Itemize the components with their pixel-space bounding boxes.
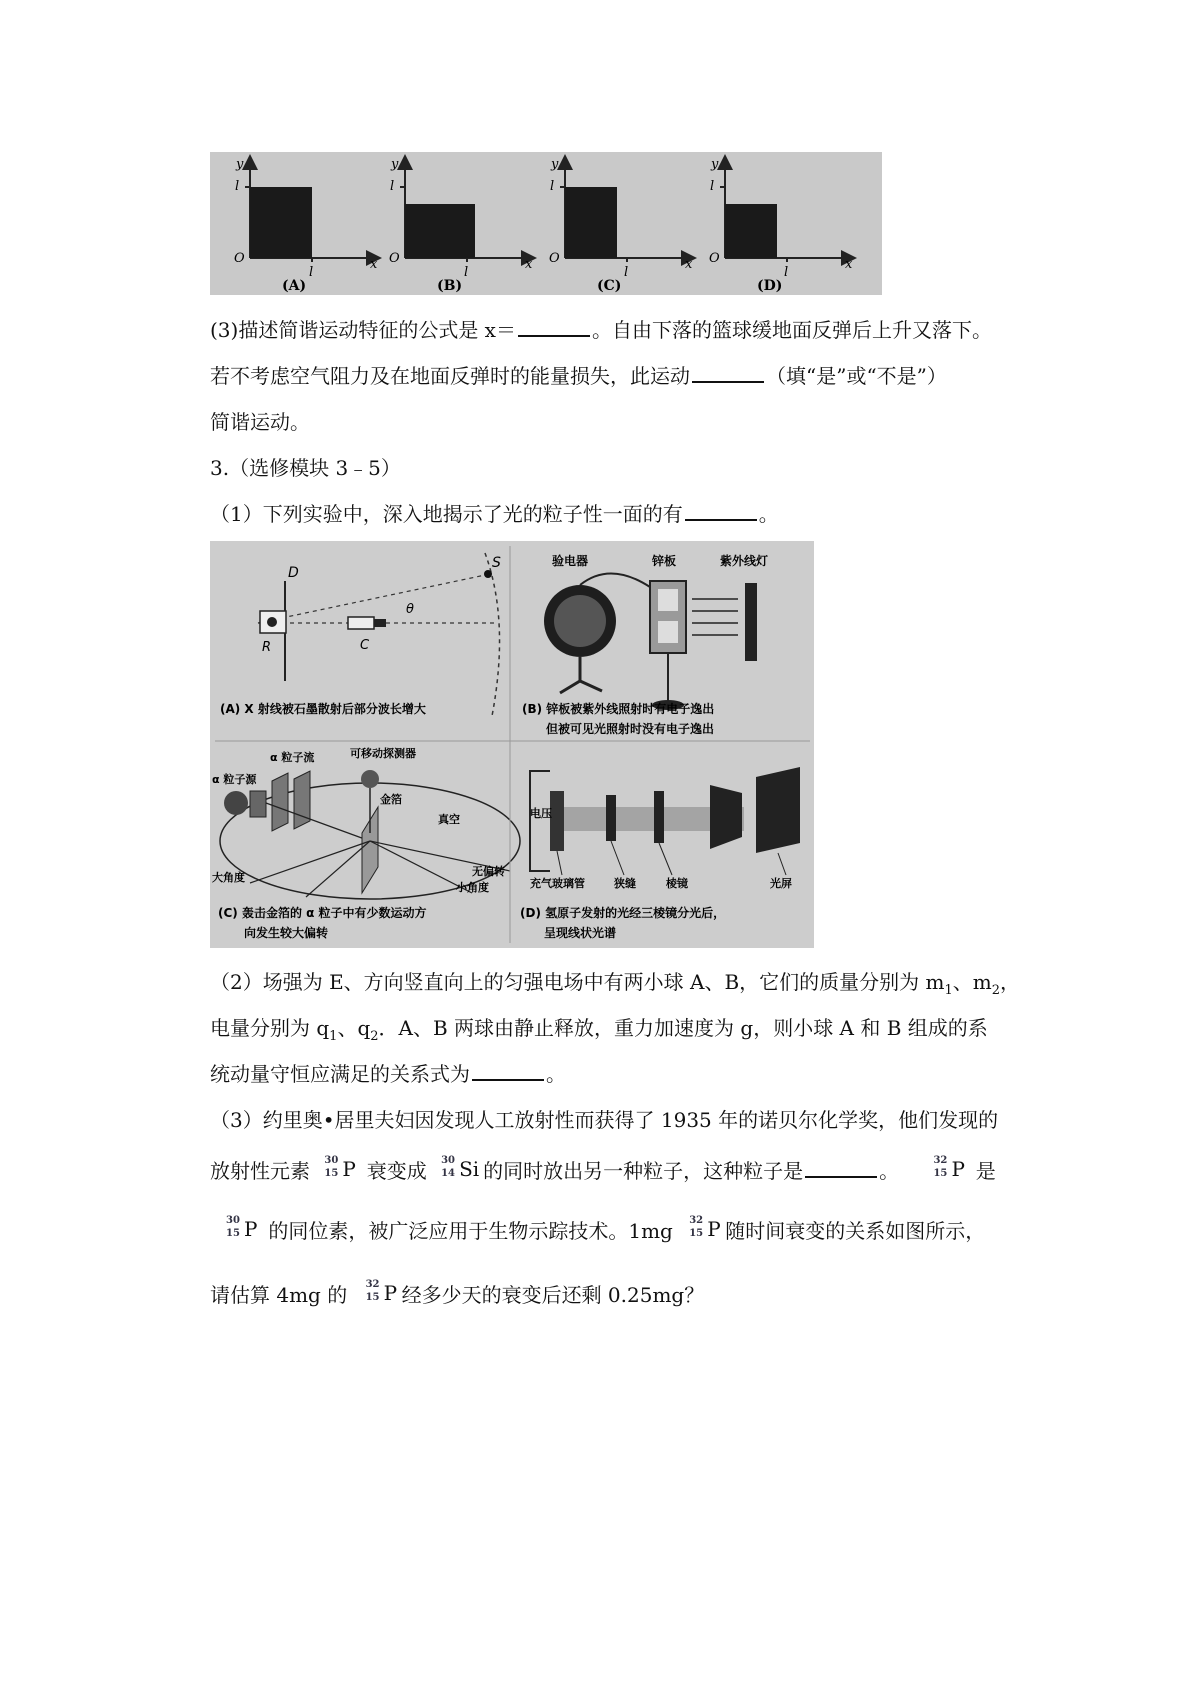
answer-blank-momentum[interactable] [472, 1061, 544, 1081]
nuclide-p32-b-z: 15 [689, 1228, 704, 1239]
experiment-b [522, 553, 768, 736]
nuclide-si30 [441, 1156, 481, 1182]
nuclide-p30-b-symbol: P [244, 1217, 258, 1241]
nuclide-p30-b-mass: 30 [226, 1215, 240, 1226]
graph-c-l-x: l [624, 265, 629, 280]
graph-b-l-y: l [390, 179, 395, 194]
nuclide-si30-mass: 30 [441, 1155, 455, 1166]
experiment-a [220, 553, 501, 716]
q3-2-l2-sub1: 1 [329, 1029, 338, 1044]
nuclide-p32-c-mass: 32 [365, 1279, 380, 1290]
q3-2-l2-c: ．A、B 两球由静止释放，重力加速度为 g，则小球 A 和 B 组成的系 [378, 1016, 988, 1040]
q3-2-l1-sub2: 2 [991, 983, 1001, 998]
q3-2-l2-b: 、q [337, 1016, 371, 1040]
nuclide-p32-c [366, 1280, 400, 1306]
graph-d-x-label: x [845, 257, 853, 272]
q3-2-l1-sub1: 1 [944, 983, 953, 998]
nuclide-p32-c-symbol: P [383, 1281, 398, 1305]
graph-a [234, 157, 378, 294]
graph-d-y-label: y [711, 157, 719, 172]
graph-options-figure [210, 152, 882, 295]
graph-d-origin: O [709, 251, 720, 266]
nuclide-p32-mass: 32 [933, 1155, 948, 1166]
graph-a-l-y: l [235, 179, 240, 194]
graph-c-y-label: y [551, 157, 559, 172]
q3-3-l3-a: 的同位素，被广泛应用于生物示踪技术。1mg [268, 1219, 673, 1243]
graph-b-bar [405, 204, 475, 258]
q3-3-line3 [226, 1216, 985, 1245]
graph-a-caption: (A) [282, 278, 307, 294]
graph-b-y-label: y [391, 157, 399, 172]
exp-a-label-r: R [262, 640, 272, 655]
exp-d-label-prism: 棱镜 [666, 877, 688, 890]
q3-3-line2 [210, 1156, 996, 1185]
nuclide-p32-z: 15 [933, 1168, 948, 1179]
graph-c-caption: (C) [597, 278, 622, 294]
exp-a-label-s: S [492, 555, 501, 571]
graph-b [389, 157, 533, 294]
experiment-c [212, 746, 520, 940]
q3-3-l2-a: 放射性元素 [210, 1159, 310, 1183]
experiments-figure [210, 541, 814, 948]
graph-d-bar [725, 204, 777, 258]
q3-3-l4-a: 请估算 4mg 的 [210, 1283, 348, 1307]
q3-2-line3 [210, 1060, 566, 1088]
nuclide-p32-a [933, 1156, 967, 1182]
exp-a-label-d: D [288, 565, 299, 581]
nuclide-si30-z: 14 [441, 1168, 455, 1179]
q3-title: 3.（选修模块 3﹣5） [210, 456, 401, 480]
graph-a-x-label: x [370, 257, 378, 272]
exp-c-label-source: α 粒子源 [212, 773, 257, 786]
nuclide-p30-symbol: P [342, 1157, 356, 1181]
exp-c-caption-1: (C) 轰击金箔的 α 粒子中有少数运动方 [218, 906, 427, 920]
q3-2-line1 [210, 968, 1020, 1005]
graph-c-bar [565, 187, 617, 258]
exp-b-caption-1: (B) 锌板被紫外线照射时有电子逸出 [522, 702, 715, 716]
q2-3-line2-a: 若不考虑空气阻力及在地面反弹时的能量损失，此运动 [210, 364, 690, 388]
q2-3-line2-b: （填“是”或“不是”） [766, 364, 947, 388]
q2-3-line2 [210, 362, 947, 390]
graph-a-y-label: y [236, 157, 244, 172]
nuclide-p30-b-z: 15 [226, 1228, 240, 1239]
graph-d-caption: (D) [757, 278, 783, 294]
nuclide-p30-mass: 30 [324, 1155, 339, 1166]
q3-3-l2-e: 是 [975, 1159, 996, 1183]
graph-b-caption: (B) [437, 278, 463, 294]
exp-c-label-stream: α 粒子流 [270, 751, 315, 764]
exp-d-label-hv: 电压 [530, 807, 552, 820]
answer-blank-emitted-particle[interactable] [805, 1158, 877, 1178]
exp-c-label-none: 无偏转 [472, 865, 505, 878]
exp-d-caption-2: 呈现线状光谱 [544, 926, 617, 940]
q2-3-line1-a: (3)描述简谐运动特征的公式是 x＝ [210, 318, 516, 342]
graph-d [709, 157, 853, 294]
graph-c-x-label: x [685, 257, 693, 272]
q3-3-line4 [210, 1280, 704, 1309]
exp-c-caption-2: 向发生较大偏转 [244, 926, 329, 940]
q2-3-line3: 简谐运动。 [210, 410, 310, 434]
graph-a-bar [250, 187, 312, 258]
nuclide-p32-b-mass: 32 [689, 1215, 704, 1226]
graph-c-l-y: l [550, 179, 555, 194]
graph-b-x-label: x [525, 257, 533, 272]
q3-3-l4-b: 经多少天的衰变后还剩 0.25mg？ [401, 1283, 705, 1307]
answer-blank-particle-experiments[interactable] [685, 501, 757, 521]
q3-2-l2-a: 电量分别为 q [210, 1016, 330, 1040]
q2-3-line1 [210, 316, 992, 344]
graph-c-origin: O [549, 251, 560, 266]
exp-c-label-vacuum: 真空 [438, 813, 460, 826]
q3-2-line2 [210, 1014, 988, 1051]
graph-options-svg [210, 152, 882, 295]
q3-2-l1-c: ， [1000, 970, 1021, 994]
exp-b-label-zinc: 锌板 [652, 554, 677, 568]
q3-2-l1-b: 、m [952, 970, 992, 994]
exp-d-label-tube: 充气玻璃管 [530, 877, 585, 890]
nuclide-p32-symbol: P [951, 1157, 965, 1181]
exp-d-label-slit: 狭缝 [614, 877, 636, 890]
exp-c-label-detector: 可移动探测器 [350, 747, 416, 760]
experiment-d [520, 767, 800, 940]
exp-b-label-electroscope: 验电器 [552, 554, 589, 568]
q3-3-l3-b: 随时间衰变的关系如图所示， [725, 1219, 986, 1243]
q3-2-l3-a: 统动量守恒应满足的关系式为 [210, 1062, 470, 1086]
graph-d-l-y: l [710, 179, 715, 194]
exp-a-label-c: C [360, 638, 370, 653]
q3-1-line [210, 500, 779, 528]
q3-1-end: 。 [758, 502, 779, 526]
q3-3-l2-d: 。 [879, 1159, 900, 1183]
nuclide-p32-b-symbol: P [707, 1217, 721, 1241]
exp-b-label-uv: 紫外线灯 [720, 554, 769, 568]
exp-a-caption: (A) X 射线被石墨散射后部分波长增大 [220, 702, 426, 716]
experiments-svg [210, 541, 814, 948]
q3-3-l2-b: 衰变成 [366, 1159, 427, 1183]
graph-b-origin: O [389, 251, 400, 266]
graph-c [549, 157, 693, 294]
graph-b-l-x: l [464, 265, 469, 280]
nuclide-p30-z: 15 [324, 1168, 339, 1179]
nuclide-p30-b [226, 1216, 260, 1242]
graph-a-l-x: l [309, 265, 314, 280]
exp-a-label-theta: θ [406, 602, 414, 617]
exp-c-label-foil: 金箔 [380, 793, 402, 806]
q2-3-line1-b: 。自由下落的篮球缓地面反弹后上升又落下。 [591, 318, 992, 342]
exp-c-label-small: 小角度 [456, 881, 489, 894]
nuclide-p32-c-z: 15 [365, 1292, 380, 1303]
answer-blank-formula[interactable] [518, 317, 590, 337]
q3-3-l2-c: 的同时放出另一种粒子，这种粒子是 [483, 1159, 804, 1183]
exp-d-caption-1: (D) 氢原子发射的光经三棱镜分光后， [520, 906, 726, 920]
nuclide-si30-symbol: Si [459, 1157, 480, 1181]
graph-a-origin: O [234, 251, 245, 266]
exp-d-label-screen: 光屏 [770, 877, 792, 890]
answer-blank-is-shm[interactable] [692, 363, 764, 383]
q3-2-l1-a: （2）场强为 E、方向竖直向上的匀强电场中有两小球 A、B，它们的质量分别为 m [210, 970, 945, 994]
exp-b-caption-2: 但被可见光照射时没有电子逸出 [546, 722, 715, 736]
q3-2-l3-b: 。 [546, 1062, 566, 1086]
q3-1-text: （1）下列实验中，深入地揭示了光的粒子性一面的有 [210, 502, 683, 526]
exp-c-label-large: 大角度 [212, 871, 245, 884]
graph-d-l-x: l [784, 265, 789, 280]
nuclide-p32-b [689, 1216, 723, 1242]
nuclide-p30 [324, 1156, 358, 1182]
q3-2-l2-sub2: 2 [370, 1029, 379, 1044]
q3-3-line1: （3）约里奥•居里夫妇因发现人工放射性而获得了 1935 年的诺贝尔化学奖，他们发现的 [210, 1108, 999, 1132]
